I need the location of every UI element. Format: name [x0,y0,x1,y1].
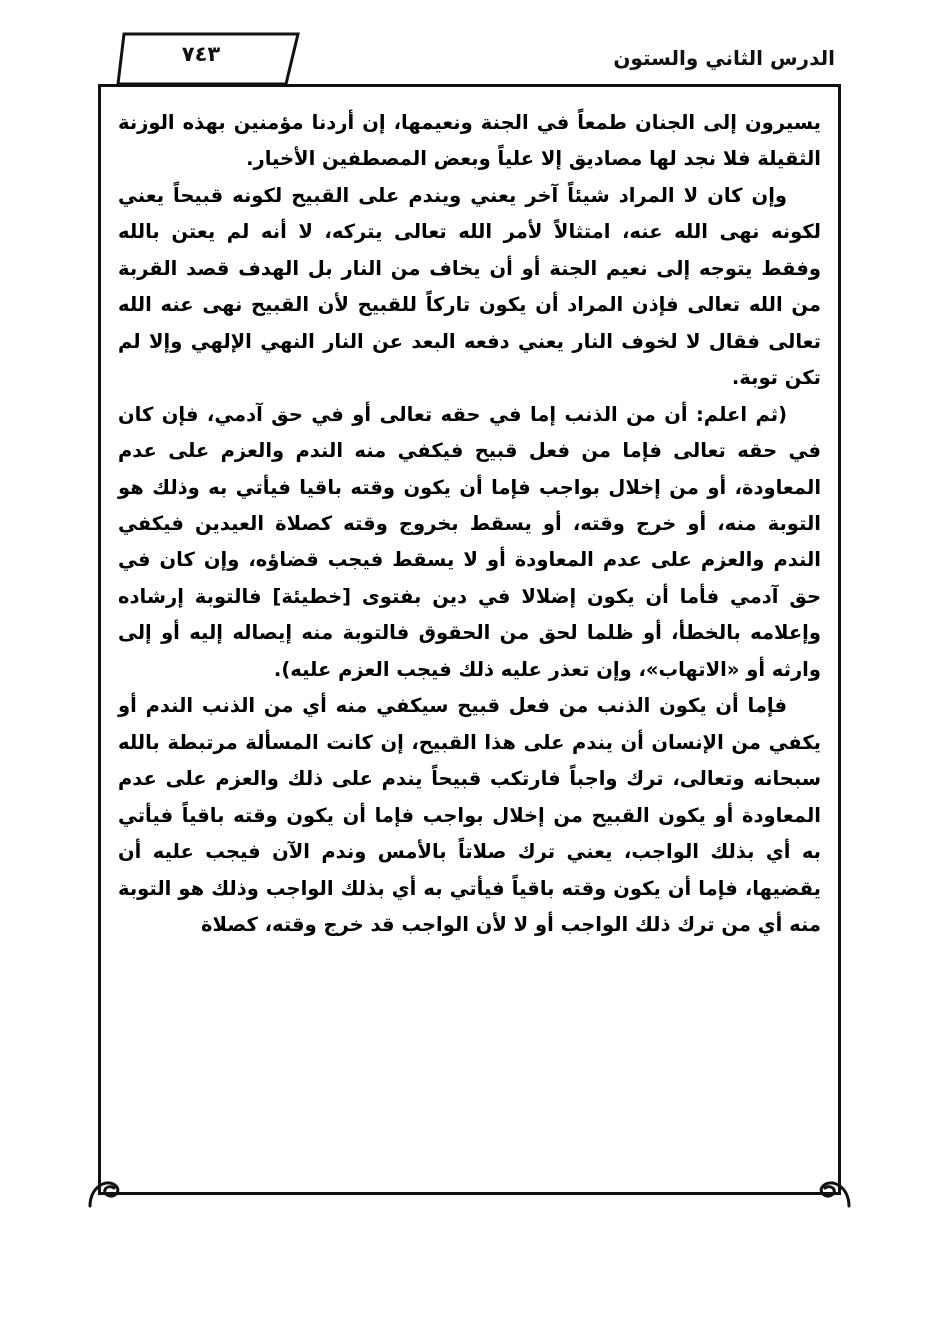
page-header [100,28,839,90]
paragraph-2: وإن كان لا المراد شيئاً آخر يعني ويندم على القبيح لكونه قبيحاً يعني لكونه نهى الله عنه، امتثالاً لأمر الله تعالى يتركه، لا أنه لم يعتن بالله وفقط يتوجه إلى نعيم الجنة أو أن يخاف من النار بل الهدف قصد القربة من الله تعالى فإذن المراد أن يكون تاركاً للقبيح لأن القبيح نهى عنه الله تعالى فقال لا لخوف النار يعني دفعه البعد عن النار النهي الإلهي وإلا لم تكن توبة. [118,183,821,390]
page-number-tab [110,28,300,86]
ornament-right-icon [807,1172,853,1210]
page-number: ٧٤٣ [181,42,221,66]
page-body [118,105,821,1165]
paragraph-1: يسيرون إلى الجنان طمعاً في الجنة ونعيمها، إن أردنا مؤمنين بهذه الوزنة الثقيلة فلا نجد لها مصاديق إلا علياً وبعض المصطفين الأخيار. [118,111,821,171]
chapter-title: الدرس الثاني والستون [613,46,835,70]
paragraph-3: (ثم اعلم: أن من الذنب إما في حقه تعالى أو في حق آدمي، فإن كان في حقه تعالى فإما من فعل قبيح فيكفي منه الندم والعزم على عدم المعاودة، أو من إخلال بواجب فإما أن يكون وقته باقيا فيأتي به وذلك هو التوبة منه، أو خرج وقته، أو يسقط بخروج وقته كصلاة العيدين فيكفي الندم والعزم على عدم المعاودة أو لا يسقط فيجب قضاؤه، وإن كان في حق آدمي فأما أن يكون إضلالا في دين بفتوى [خطيئة] فالتوبة إرشاده وإعلامه بالخطأ، أو ظلما لحق من الحقوق فالتوبة منه إيصاله إليه أو إلى وارثه أو «الاتهاب»، وإن تعذر عليه ذلك فيجب العزم عليه). [118,402,821,681]
paragraph-4: فإما أن يكون الذنب من فعل قبيح سيكفي منه أي من الذنب الندم أو يكفي من الإنسان أن يندم على هذا القبيح، إن كانت المسألة مرتبطة بالله سبحانه وتعالى، ترك واجباً فارتكب قبيحاً يندم على ذلك والعزم على عدم المعاودة أو يكون القبيح من إخلال بواجب فإما أن يكون وقته باقياً فيأتي به أي بذلك الواجب، يعني ترك صلاتاً بالأمس وندم الآن فيجب عليه أن يقضيها، فإما أن يكون وقته باقياً فيأتي به أي بذلك الواجب وذلك هو التوبة منه أي من ترك ذلك الواجب أو لا لأن الواجب قد خرج وقته، كصلاة [118,694,821,936]
ornament-left-icon [86,1172,132,1210]
